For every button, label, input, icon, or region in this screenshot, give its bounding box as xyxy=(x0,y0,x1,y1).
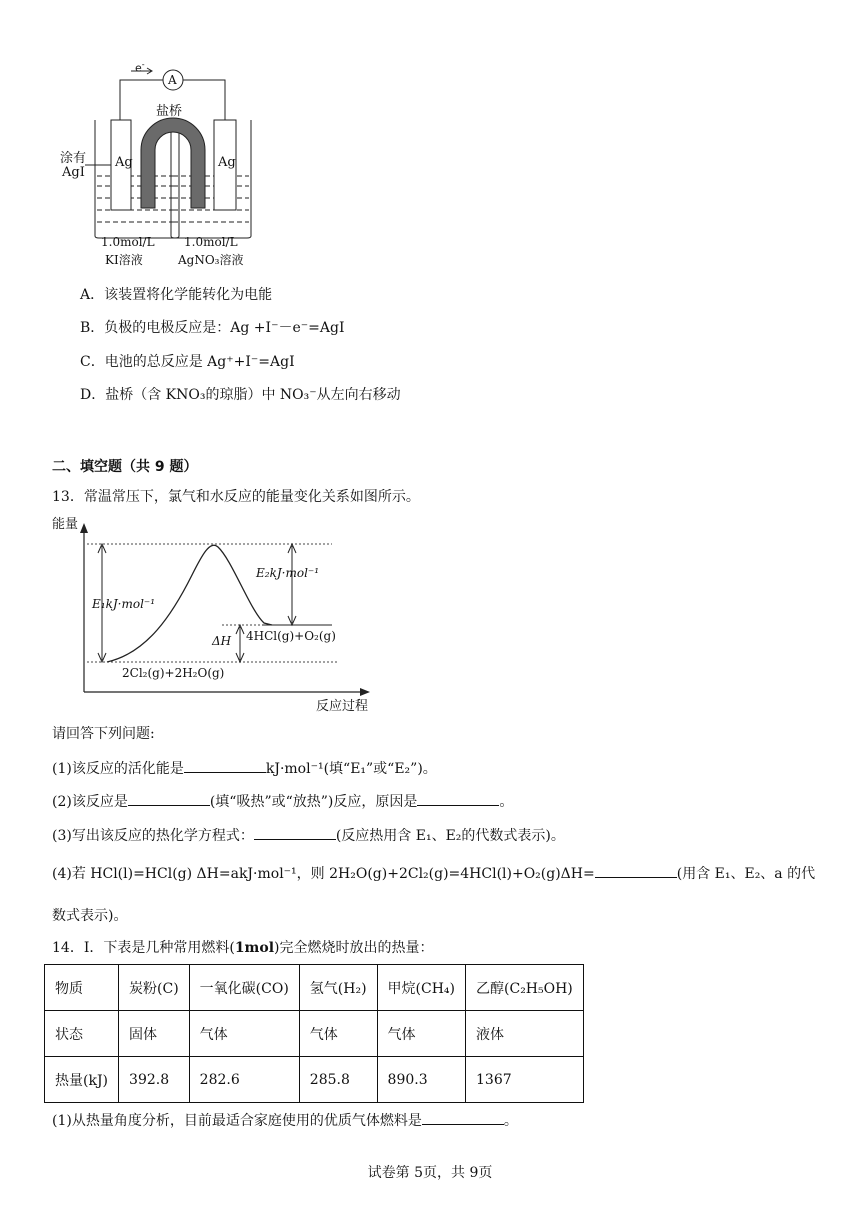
electron-label-text: e xyxy=(135,61,142,75)
table-row xyxy=(45,1011,584,1057)
table-cell: 炭粉(C) xyxy=(119,965,190,1011)
answer-blank-2[interactable] xyxy=(128,791,210,806)
right-solution-conc: 1.0mol/L xyxy=(184,235,238,249)
q13-part3-post: (反应热用含 E₁、E₂的代数式表示)。 xyxy=(335,828,565,844)
right-solution-name: AgNO₃溶液 xyxy=(178,253,244,267)
q13-part2-mid: (填“吸热”或“放热”)反应，原因是 xyxy=(209,794,418,810)
q14-part1-pre: (1)从热量角度分析，目前最适合家庭使用的优质气体燃料是 xyxy=(52,1113,422,1129)
q13-part2-post: 。 xyxy=(499,794,514,810)
process-axis-label: 反应过程 xyxy=(316,699,369,714)
table-cell: 285.8 xyxy=(299,1057,377,1103)
table-cell: 固体 xyxy=(119,1011,190,1057)
q13-part1-post: kJ·mol⁻¹(填“E₁”或“E₂”)。 xyxy=(265,761,437,777)
ammeter-label: A xyxy=(168,73,177,87)
table-cell: 液体 xyxy=(466,1011,584,1057)
page-footer: 试卷第 5页，共 9页 xyxy=(367,1165,493,1181)
answer-blank-6[interactable] xyxy=(422,1110,504,1125)
answer-blank-1[interactable] xyxy=(184,758,266,773)
electron-label xyxy=(135,60,145,75)
answer-blank-4[interactable] xyxy=(254,825,336,840)
e2-label: E₂kJ·mol⁻¹ xyxy=(256,566,320,580)
q14-stem xyxy=(52,938,434,958)
table-cell: 282.6 xyxy=(189,1057,299,1103)
coated-label-1: 涂有 xyxy=(60,151,87,166)
q13-part3 xyxy=(52,825,565,846)
table-cell: 氢气(H₂) xyxy=(299,965,377,1011)
table-cell: 气体 xyxy=(189,1011,299,1057)
table-cell: 物质 xyxy=(45,965,119,1011)
right-electrode-label: Ag xyxy=(218,155,236,170)
q14-stem-post: )完全燃烧时放出的热量： xyxy=(274,940,434,956)
q13-part4-cont: 数式表示)。 xyxy=(52,908,128,924)
q13-part2-pre: (2)该反应是 xyxy=(52,794,128,810)
table-cell: 乙醇(C₂H₅OH) xyxy=(466,965,584,1011)
q14-stem-pre: 14．I．下表是几种常用燃料( xyxy=(52,940,235,956)
table-cell: 甲烷(CH₄) xyxy=(377,965,465,1011)
section-title: 二、填空题（共 9 题） xyxy=(52,459,198,475)
table-cell: 一氧化碳(CO) xyxy=(189,965,299,1011)
q14-part1 xyxy=(52,1110,518,1131)
table-cell: 气体 xyxy=(377,1011,465,1057)
left-solution-conc: 1.0mol/L xyxy=(101,235,155,249)
option-c: C．电池的总反应是 Ag⁺+I⁻=AgI xyxy=(80,354,295,370)
salt-bridge-label: 盐桥 xyxy=(156,104,183,119)
answer-blank-3[interactable] xyxy=(417,791,499,806)
option-b: B．负极的电极反应是：Ag +I⁻－e⁻=AgI xyxy=(80,320,345,336)
option-d: D．盐桥（含 KNO₃的琼脂）中 NO₃⁻从左向右移动 xyxy=(80,387,401,403)
q13-part3-pre: (3)写出该反应的热化学方程式： xyxy=(52,828,254,844)
q13-part4-pre: (4)若 HCl(l)=HCl(g) ΔH=akJ·mol⁻¹，则 2H₂O(g)+2Cl₂(g)=4HCl(l)+O₂(g)ΔH= xyxy=(52,866,595,882)
q13-part2 xyxy=(52,791,513,812)
answer-blank-5[interactable] xyxy=(595,863,677,878)
option-a: A．该装置将化学能转化为电能 xyxy=(80,287,273,303)
q13-stem: 13．常温常压下，氯气和水反应的能量变化关系如图所示。 xyxy=(52,489,420,505)
q13-part1-pre: (1)该反应的活化能是 xyxy=(52,761,184,777)
table-cell: 392.8 xyxy=(119,1057,190,1103)
energy-diagram xyxy=(52,515,382,715)
q13-part4-post: (用含 E₁、E₂、a 的代 xyxy=(676,866,816,882)
table-row xyxy=(45,965,584,1011)
table-cell: 热量(kJ) xyxy=(45,1057,119,1103)
table-cell: 气体 xyxy=(299,1011,377,1057)
table-cell: 1367 xyxy=(466,1057,584,1103)
table-cell: 890.3 xyxy=(377,1057,465,1103)
q14-stem-bold: 1mol xyxy=(234,940,275,956)
fuel-heat-table xyxy=(44,964,584,1103)
left-electrode-label: Ag xyxy=(115,155,133,170)
energy-axis-label: 能量 xyxy=(52,517,79,532)
products-label: 4HCl(g)+O₂(g) xyxy=(246,629,336,643)
table-cell: 状态 xyxy=(45,1011,119,1057)
reactants-label: 2Cl₂(g)+2H₂O(g) xyxy=(122,666,225,680)
q14-part1-post: 。 xyxy=(503,1113,518,1129)
left-solution-name: KI溶液 xyxy=(105,253,143,267)
delta-h-label: ΔH xyxy=(212,634,232,648)
q13-part4 xyxy=(52,863,815,884)
coated-label-2: AgI xyxy=(62,165,85,180)
table-row xyxy=(45,1057,584,1103)
q13-part1 xyxy=(52,758,437,779)
e1-label: E₁kJ·mol⁻¹ xyxy=(92,597,156,611)
q13-prompt: 请回答下列问题: xyxy=(52,726,155,742)
electron-sup: - xyxy=(141,60,145,69)
